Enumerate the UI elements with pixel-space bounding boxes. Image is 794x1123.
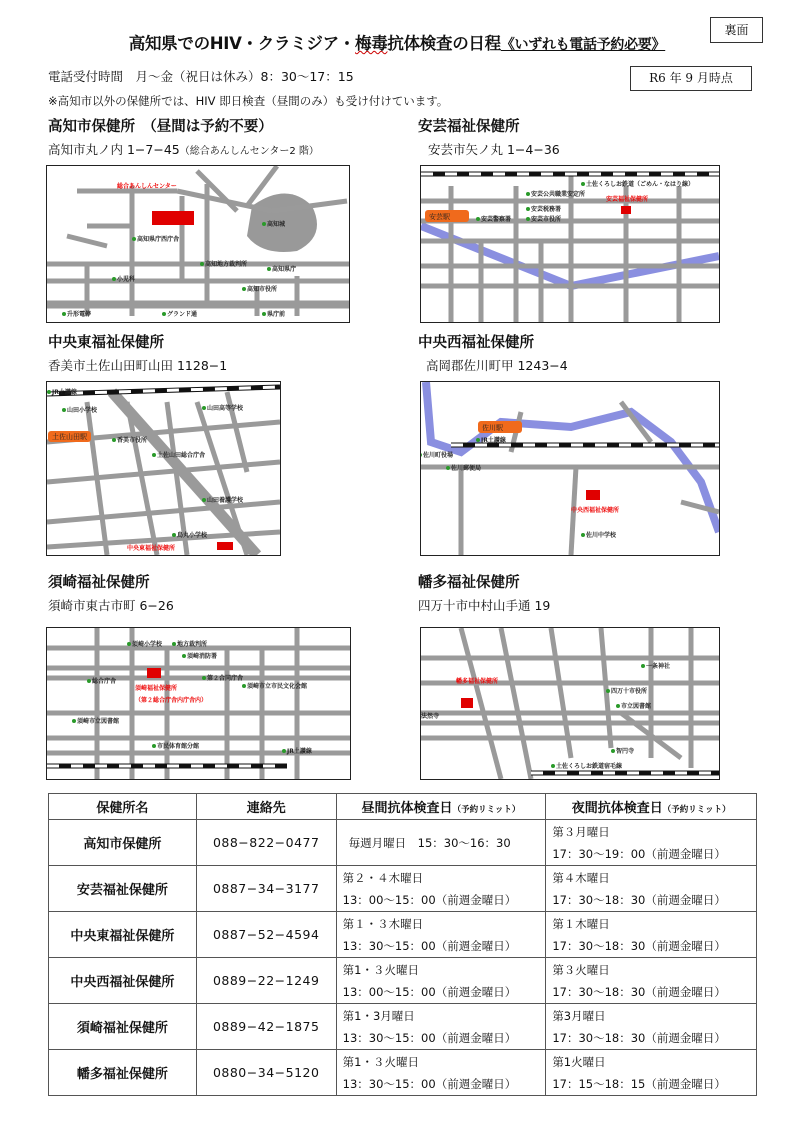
poi-icon (242, 287, 246, 291)
poi-icon (616, 704, 620, 708)
poi-icon (476, 438, 480, 442)
phone-hours: 電話受付時間 月～金（祝日は休み）8：30～17：15 (48, 69, 354, 84)
map-label: 安芸税務署 (531, 206, 562, 213)
map-label: 土佐くろしお鉄道（ごめん・なはり線） (586, 181, 695, 188)
map-label: 佐川郵便局 (451, 465, 482, 472)
map-label: 総合あんしんセンター (117, 183, 177, 190)
office-heading: 安芸福祉保健所 (418, 119, 520, 135)
map-label: 高知県庁西庁舎 (137, 236, 180, 243)
office-marker-icon (152, 211, 194, 225)
night-schedule: 第３火曜日 17：30～18：30（前週金曜日） (546, 958, 757, 1004)
map-label: グランド通 (167, 311, 198, 318)
map-label: 小児科 (117, 276, 136, 283)
night-schedule: 第3月曜日 17：30～18：30（前週金曜日） (546, 1004, 757, 1050)
poi-icon (202, 406, 206, 410)
night-schedule: 第1火曜日 17：15～18：15（前週金曜日） (546, 1050, 757, 1096)
page-title: 高知県でのHIV・クラミジア・梅毒抗体検査の日程《いずれも電話予約必要》 (128, 34, 666, 53)
office-name: 中央西福祉保健所 (49, 958, 197, 1004)
road (47, 502, 280, 522)
office-marker-icon (147, 668, 161, 678)
office-address: 須崎市東古市町 6−26 (48, 598, 174, 613)
day-schedule: 毎週月曜日 15：30～16：30 (336, 820, 546, 866)
poi-icon (132, 237, 136, 241)
office-heading: 幡多福祉保健所 (418, 575, 520, 591)
map-label: 鳥丸小学校 (177, 532, 208, 539)
poi-icon (200, 262, 204, 266)
map-label: 山田小学校 (67, 407, 98, 414)
map-label: JR土讃線 (52, 389, 77, 396)
header-name: 保健所名 (49, 794, 197, 820)
map-label: 一条神社 (646, 663, 671, 670)
day-schedule: 第1・３火曜日 13：00～15：00（前週金曜日） (336, 958, 546, 1004)
map-label: 地方裁判所 (177, 641, 208, 648)
map-aki (420, 165, 720, 323)
poi-icon (282, 749, 286, 753)
poi-icon (202, 676, 206, 680)
office-heading: 高知市保健所 （昼間は予約不要） (48, 119, 273, 135)
office-name: 中央東福祉保健所 (49, 912, 197, 958)
side-label: 裏面 (710, 17, 763, 43)
office-marker-icon (621, 206, 631, 214)
map-label: 高知地方裁判所 (205, 261, 248, 268)
map-label: 須崎小学校 (132, 641, 163, 648)
map-label: 佐川町役場 (423, 452, 454, 459)
poi-icon (581, 182, 585, 186)
poi-icon (87, 679, 91, 683)
office-address: 安芸市矢ノ丸 1−4−36 (428, 142, 560, 157)
poi-icon (162, 312, 166, 316)
table-row (49, 958, 757, 1004)
map-label: 高知市役所 (247, 286, 278, 293)
poi-icon (267, 267, 271, 271)
office-phone: 0880−34−5120 (196, 1050, 336, 1096)
map-label: 市立図書館 (621, 703, 652, 710)
office-heading: 須崎福祉保健所 (48, 575, 150, 591)
map-label: 総合庁舎 (92, 678, 117, 685)
poi-icon (62, 312, 66, 316)
office-name: 安芸福祉保健所 (49, 866, 197, 912)
map-label: 山田養護学校 (207, 497, 244, 504)
day-schedule: 第1・３火曜日 13：30～15：00（前週金曜日） (336, 1050, 546, 1096)
office-phone: 0889−42−1875 (196, 1004, 336, 1050)
map-label: 土佐くろしお鉄道宿毛線 (556, 763, 623, 770)
poi-icon (72, 719, 76, 723)
poi-icon (476, 217, 480, 221)
poi-icon (112, 438, 116, 442)
station-label: 佐川駅 (482, 424, 503, 432)
map-label: 安芸警察署 (481, 216, 512, 223)
map-label: 高知県庁 (272, 266, 297, 273)
poi-icon (172, 642, 176, 646)
road (501, 628, 531, 779)
office-name: 高知市保健所 (49, 820, 197, 866)
office-phone: 0887−52−4594 (196, 912, 336, 958)
table-row (49, 912, 757, 958)
poi-icon (526, 207, 530, 211)
office-heading: 中央西福祉保健所 (418, 335, 534, 351)
road (67, 236, 107, 246)
office-name: 須崎福祉保健所 (49, 1004, 197, 1050)
office-address: 高岡郡佐川町甲 1243−4 (426, 358, 568, 373)
poi-icon (526, 192, 530, 196)
poi-icon (611, 749, 615, 753)
office-phone: 0887−34−3177 (196, 866, 336, 912)
poi-icon (421, 453, 422, 457)
office-phone: 0889−22−1249 (196, 958, 336, 1004)
poi-icon (446, 466, 450, 470)
office-marker-icon (586, 490, 600, 500)
poi-icon (551, 764, 555, 768)
map-label: 幡多福祉保健所 (456, 678, 499, 685)
map-label: 佐川中学校 (586, 532, 617, 539)
station-label: 土佐山田駅 (52, 433, 87, 441)
table-header-row (49, 794, 757, 820)
office-phone: 088−822−0477 (196, 820, 336, 866)
map-hata (420, 627, 720, 780)
map-susaki (46, 627, 351, 780)
map-chuo-nishi (420, 381, 720, 556)
office-marker-icon (217, 542, 233, 550)
map-chuo-higashi (46, 381, 281, 556)
poi-icon (262, 222, 266, 226)
table-row (49, 1004, 757, 1050)
poi-icon (112, 277, 116, 281)
poi-icon (242, 684, 246, 688)
map-label: 安芸公共職業安定所 (531, 191, 586, 198)
poi-icon (641, 664, 645, 668)
office-address: 高知市丸ノ内 1−7−45（総合あんしんセンター2 階） (48, 142, 319, 157)
road (197, 171, 237, 211)
poi-icon (47, 390, 51, 394)
map-label: 法然寺 (421, 713, 440, 720)
day-schedule: 第２・４木曜日 13：00～15：00（前週金曜日） (336, 866, 546, 912)
office-heading: 中央東福祉保健所 (48, 335, 164, 351)
map-label: 安芸市役所 (531, 216, 562, 223)
header-day: 昼間抗体検査日（予約リミット） (336, 794, 546, 820)
poi-icon (526, 217, 530, 221)
road (227, 392, 247, 472)
map-label: 須崎市立市民文化会館 (247, 683, 308, 690)
map-label: 須崎消防署 (187, 653, 218, 660)
schedule-table (48, 793, 757, 1096)
office-marker-icon (461, 698, 473, 708)
night-schedule: 第１木曜日 17：30～18：30（前週金曜日） (546, 912, 757, 958)
poi-icon (202, 498, 206, 502)
poi-icon (606, 689, 610, 693)
map-label: 高知城 (267, 221, 286, 228)
day-schedule: 第1・3月曜日 13：30～15：00（前週金曜日） (336, 1004, 546, 1050)
poi-icon (127, 642, 131, 646)
map-label: 県庁前 (267, 311, 286, 318)
road (601, 628, 611, 748)
night-schedule: 第４木曜日 17：30～18：30（前週金曜日） (546, 866, 757, 912)
map-label: JR土讃線 (287, 748, 312, 755)
poi-icon (152, 744, 156, 748)
office-name: 幡多福祉保健所 (49, 1050, 197, 1096)
office-address: 四万十市中村山手通 19 (418, 598, 551, 613)
map-label: 第２合同庁舎 (207, 675, 244, 682)
header-night: 夜間抗体検査日（予約リミット） (546, 794, 757, 820)
map-label: 須崎市立図書館 (77, 718, 120, 725)
map-label: 中央西福祉保健所 (571, 507, 620, 514)
poi-icon (581, 533, 585, 537)
as-of-date: R6 年 9 月時点 (630, 66, 752, 91)
day-schedule: 第１・３木曜日 13：30～15：00（前週金曜日） (336, 912, 546, 958)
map-label: 中央東福祉保健所 (127, 545, 176, 552)
poi-icon (182, 654, 186, 658)
map-label: 智円寺 (616, 748, 635, 755)
map-label: JR土讃線 (481, 437, 506, 444)
night-schedule: 第３月曜日 17：30～19：00（前週金曜日） (546, 820, 757, 866)
poi-icon (172, 533, 176, 537)
poi-icon (152, 453, 156, 457)
map-label: （第２総合庁舎内庁舎内） (135, 697, 208, 704)
table-row (49, 1050, 757, 1096)
station-label: 安芸駅 (429, 213, 450, 221)
table-row (49, 820, 757, 866)
map-label: 香美市役所 (117, 437, 148, 444)
poi-icon (62, 408, 66, 412)
map-label: 升形電停 (67, 311, 92, 318)
note: ※高知市以外の保健所では、HIV 即日検査（昼間のみ）も受け付けています。 (48, 94, 449, 108)
map-label: 安芸福祉保健所 (606, 196, 649, 203)
map-label: 須崎福祉保健所 (135, 685, 178, 692)
poi-icon (262, 312, 266, 316)
map-kochi-city (46, 165, 350, 323)
map-label: 市民体育館分館 (157, 743, 200, 750)
map-label: 四万十市役所 (611, 688, 648, 695)
map-label: 山田高等学校 (207, 405, 244, 412)
map-label: 土佐山田総合庁舎 (157, 452, 206, 459)
header-contact: 連絡先 (196, 794, 336, 820)
office-address: 香美市土佐山田町山田 1128−1 (48, 358, 228, 373)
table-row (49, 866, 757, 912)
